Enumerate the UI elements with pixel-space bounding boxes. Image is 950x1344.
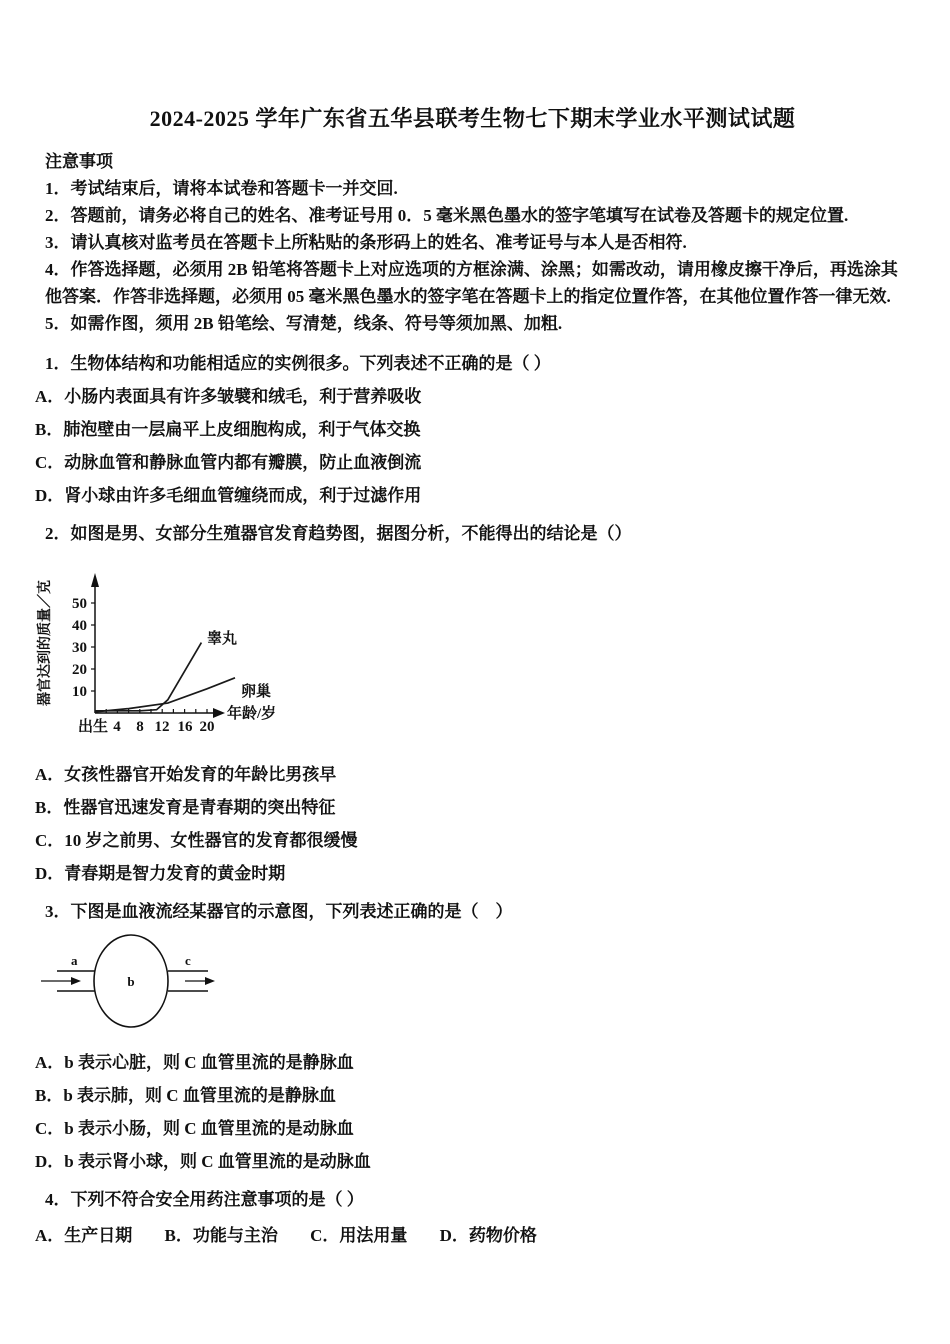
x-axis-arrowhead	[213, 708, 225, 718]
series-line-睾丸	[95, 643, 201, 711]
y-tick-20: 20	[72, 662, 87, 678]
growth-chart-figure	[35, 553, 455, 753]
inline-option-row	[35, 1225, 910, 1247]
question-option: A．生产日期	[35, 1226, 133, 1245]
question-option: A．b 表示心脏，则 C 血管里流的是静脉血	[35, 1053, 354, 1072]
question-option: B．性器官迅速发育是青春期的突出特征	[35, 798, 336, 817]
question-stem: 2．如图是男、女部分生殖器官发育趋势图，据图分析，不能得出的结论是（）	[45, 524, 632, 543]
chart-axes	[91, 573, 225, 718]
flow-out-arrowhead	[205, 977, 215, 985]
y-tick-10: 10	[72, 684, 87, 700]
growth-chart	[35, 553, 455, 753]
question-option: A．女孩性器官开始发育的年龄比男孩早	[35, 765, 337, 784]
chart-y-axis-label: 器官达到的质量／克	[38, 580, 53, 706]
question-option: D．b 表示肾小球，则 C 血管里流的是动脉血	[35, 1152, 371, 1171]
question-option: C．b 表示小肠，则 C 血管里流的是动脉血	[35, 1119, 354, 1138]
series-label-ovary: 卵巢	[241, 684, 272, 700]
y-tick-50: 50	[72, 596, 87, 612]
notice-heading: 注意事项	[45, 152, 113, 171]
notice-item: 2．答题前，请务必将自己的姓名、准考证号用 0．5 毫米黑色墨水的签字笔填写在试卷及答题卡的规定位置.	[45, 206, 849, 225]
question-4	[35, 1189, 910, 1247]
question-option: B．功能与主治	[164, 1226, 278, 1245]
series-label-testis: 睾丸	[207, 631, 238, 647]
diagram-label-a: a	[71, 953, 78, 968]
notice-item: 3．请认真核对监考员在答题卡上所粘贴的条形码上的姓名、准考证号与本人是否相符.	[45, 233, 687, 252]
question-stem: 1．生物体结构和功能相适应的实例很多。下列表述不正确的是（ ）	[45, 354, 551, 373]
question-option: D．肾小球由许多毛细血管缠绕而成，利于过滤作用	[35, 486, 422, 505]
diagram-label-b: b	[127, 974, 135, 989]
x-tick-4: 4	[113, 719, 121, 735]
question-option: A．小肠内表面具有许多皱襞和绒毛，利于营养吸收	[35, 387, 422, 406]
diagram-label-c: c	[185, 953, 191, 968]
x-tick-12: 12	[154, 719, 170, 735]
x-tick-20: 20	[199, 719, 215, 735]
x-tick-birth: 出生	[77, 719, 109, 735]
chart-x-axis-label: 年龄/岁	[227, 706, 277, 722]
question-option: B．肺泡壁由一层扁平上皮细胞构成，利于气体交换	[35, 420, 421, 439]
notice-item: 4．作答选择题，必须用 2B 铅笔将答题卡上对应选项的方框涂满、涂黑；如需改动，请用橡皮擦干净后，再选涂其他答案．作答非选择题，必须用 05 毫米黑色墨水的签字笔在答题卡上的指定位置作答，在其他位置作答一律无效.	[45, 260, 898, 306]
organ-diagram	[35, 931, 295, 1041]
page-title: 2024-2025 学年广东省五华县联考生物七下期末学业水平测试试题	[149, 106, 796, 131]
question-2	[35, 523, 910, 885]
notice-item: 1．考试结束后，请将本试卷和答题卡一并交回.	[45, 179, 398, 198]
question-1	[35, 353, 910, 507]
y-axis-arrowhead	[91, 573, 99, 587]
series-line-卵巢	[95, 678, 235, 712]
question-stem: 3．下图是血液流经某器官的示意图，下列表述正确的是（ ）	[45, 902, 513, 921]
question-option: C．动脉血管和静脉血管内都有瓣膜，防止血液倒流	[35, 453, 422, 472]
question-stem: 4．下列不符合安全用药注意事项的是（ ）	[45, 1190, 364, 1209]
question-option: D．药物价格	[439, 1226, 537, 1245]
notice-item: 5．如需作图，须用 2B 铅笔绘、写清楚，线条、符号等须加黑、加粗.	[45, 314, 563, 333]
y-tick-40: 40	[72, 618, 87, 634]
y-tick-30: 30	[72, 640, 87, 656]
chart-series-group	[95, 643, 235, 712]
question-option: B．b 表示肺，则 C 血管里流的是静脉血	[35, 1086, 336, 1105]
question-option: D．青春期是智力发育的黄金时期	[35, 864, 286, 883]
question-option: C．用法用量	[310, 1226, 408, 1245]
flow-in-arrowhead	[71, 977, 81, 985]
question-3	[35, 901, 910, 1173]
x-tick-8: 8	[136, 719, 144, 735]
question-option: C．10 岁之前男、女性器官的发育都很缓慢	[35, 831, 358, 850]
x-tick-16: 16	[177, 719, 193, 735]
organ-diagram-figure	[35, 931, 295, 1041]
